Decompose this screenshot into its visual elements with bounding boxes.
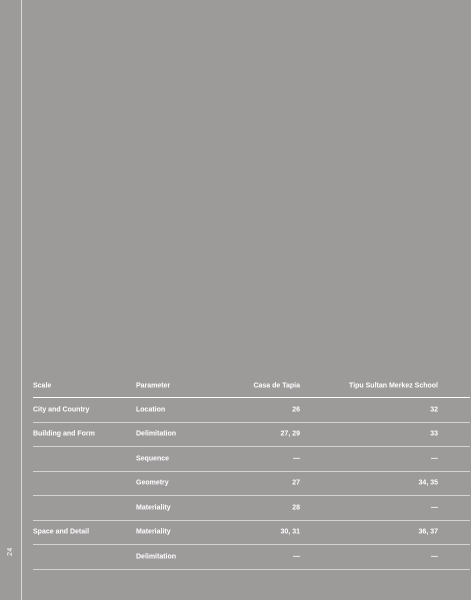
tipu-pages-cell: — bbox=[431, 504, 438, 512]
parameter-cell: Delimitation bbox=[136, 553, 177, 561]
parameter-cell: Geometry bbox=[136, 479, 169, 487]
page-number: 24 bbox=[7, 547, 14, 556]
parameter-cell: Materiality bbox=[136, 504, 171, 512]
scale-cell: Space and Detail bbox=[33, 528, 90, 536]
casa-pages-cell: — bbox=[293, 455, 300, 463]
casa-pages-cell: — bbox=[293, 553, 300, 561]
header-tipu-sultan: Tipu Sultan Merkez School bbox=[349, 382, 438, 389]
casa-pages-cell: 26 bbox=[292, 406, 300, 414]
table-row bbox=[33, 545, 470, 570]
table-row bbox=[33, 496, 470, 521]
index-table bbox=[33, 374, 470, 570]
casa-pages-cell: 28 bbox=[292, 504, 300, 512]
casa-pages-cell: 30, 31 bbox=[280, 528, 300, 536]
header-casa-de-tapia: Casa de Tapia bbox=[253, 382, 300, 389]
parameter-cell: Location bbox=[136, 406, 166, 414]
tipu-pages-cell: 32 bbox=[430, 406, 438, 414]
parameter-cell: Delimitation bbox=[136, 430, 177, 438]
tipu-pages-cell: — bbox=[431, 455, 438, 463]
tipu-pages-cell: 33 bbox=[430, 430, 438, 438]
table-row bbox=[33, 521, 470, 546]
tipu-pages-cell: — bbox=[431, 553, 438, 561]
scale-cell: Building and Form bbox=[33, 430, 95, 438]
header-scale: Scale bbox=[33, 382, 52, 389]
table-row bbox=[33, 423, 470, 448]
parameter-cell: Sequence bbox=[136, 455, 170, 463]
table-row bbox=[33, 398, 470, 423]
table-row bbox=[33, 447, 470, 472]
scale-cell: City and Country bbox=[33, 406, 90, 414]
parameter-cell: Materiality bbox=[136, 528, 171, 536]
casa-pages-cell: 27, 29 bbox=[280, 430, 300, 438]
table-row bbox=[33, 472, 470, 497]
header-parameter: Parameter bbox=[136, 382, 171, 389]
table-header-row bbox=[33, 374, 470, 398]
tipu-pages-cell: 34, 35 bbox=[418, 479, 438, 487]
casa-pages-cell: 27 bbox=[292, 479, 300, 487]
tipu-pages-cell: 36, 37 bbox=[418, 528, 438, 536]
margin-rule bbox=[21, 0, 22, 600]
